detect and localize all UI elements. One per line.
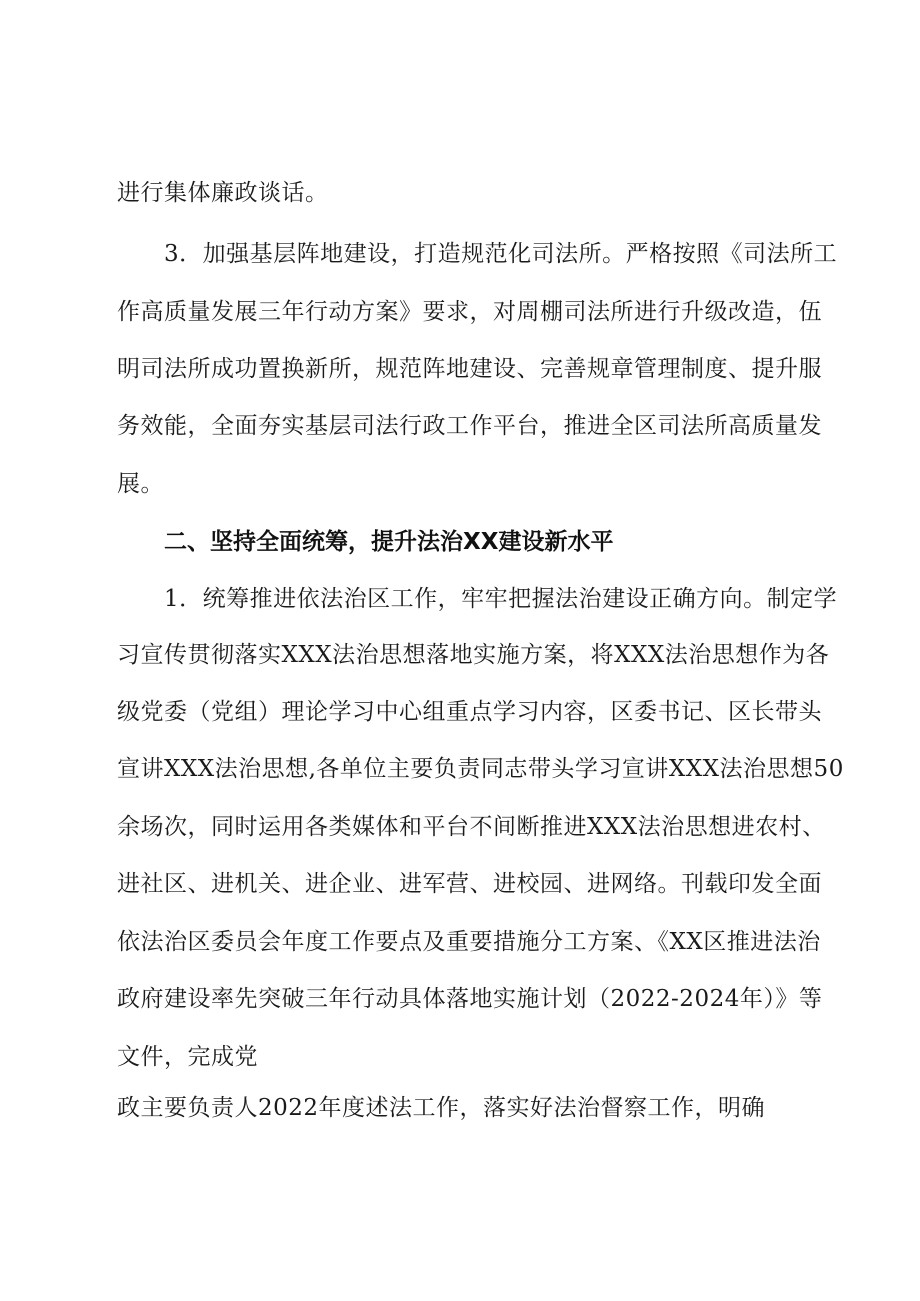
paragraph-line: 3．加强基层阵地建设，打造规范化司法所。严格按照《司法所工 (164, 241, 838, 267)
paragraph-line: 务效能，全面夯实基层司法行政工作平台，推进全区司法所高质量发 (117, 413, 822, 439)
paragraph-line: 作高质量发展三年行动方案》要求，对周棚司法所进行升级改造，伍 (117, 299, 822, 325)
paragraph-line: 习宣传贯彻落实XXX法治思想落地实施方案，将XXX法治思想作为各 (117, 642, 830, 668)
paragraph-line: 级党委（党组）理论学习中心组重点学习内容，区委书记、区长带头 (117, 699, 822, 725)
paragraph-line: 明司法所成功置换新所，规范阵地建设、完善规章管理制度、提升服 (117, 356, 822, 382)
paragraph-line: 展。 (117, 471, 164, 497)
paragraph-line: 进社区、进机关、进企业、进军营、进校园、进网络。刊载印发全面 (117, 871, 822, 897)
paragraph-line: 进行集体廉政谈话。 (117, 180, 329, 206)
paragraph-line: 宣讲XXX法治思想,各单位主要负责同志带头学习宣讲XXX法治思想50 (117, 756, 844, 782)
section-heading: 二、坚持全面统筹，提升法治XX建设新水平 (164, 529, 614, 555)
paragraph-line: 文件，完成党 (117, 1044, 258, 1070)
paragraph-line: 政主要负责人2022年度述法工作，落实好法治督察工作，明确 (117, 1095, 766, 1121)
paragraph-line: 余场次，同时运用各类媒体和平台不间断推进XXX法治思想进农村、 (117, 814, 826, 840)
paragraph-line: 依法治区委员会年度工作要点及重要措施分工方案、《XX区推进法治 (117, 929, 821, 955)
paragraph-line: 1．统筹推进依法治区工作，牢牢把握法治建设正确方向。制定学 (164, 586, 838, 612)
paragraph-line: 政府建设率先突破三年行动具体落地实施计划（2022-2024年）》等 (117, 986, 823, 1012)
